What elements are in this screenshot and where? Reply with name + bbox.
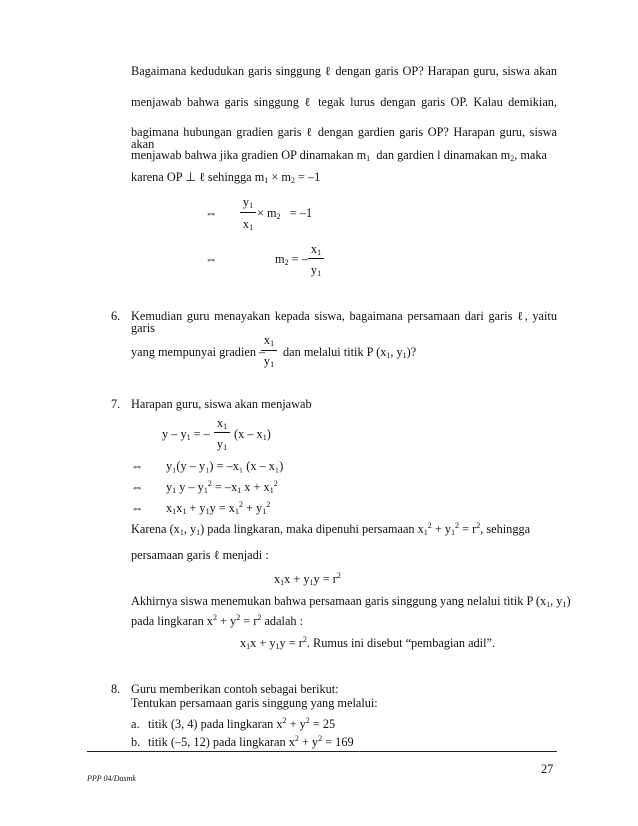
fraction-denominator: $y_1$ [263, 354, 275, 369]
item7-eq4: $x_1x_1 + y_1y = x_1^2 + y_1^2$ [166, 500, 271, 516]
item7-akhirnya-line: Akhirnya siswa menemukan bahwa persamaan garis singgung yang nelalui titik P ($x_1$, $y_1$) [131, 594, 571, 609]
fraction-bar [214, 432, 230, 433]
fraction-numerator: $x_1$ [310, 242, 322, 257]
para1-line2: menjawab bahwa garis singgung ℓ tegak lurus dengan garis OP. Kalau demikian, [131, 95, 557, 109]
eq2-lhs: $m_2$ = – [275, 252, 308, 267]
iff-symbol: ⇔ [131, 480, 144, 494]
item7-persamaan-line: persamaan garis ℓ menjadi : [131, 548, 269, 562]
fraction-bar [308, 258, 324, 259]
item8-b-label: b. [131, 735, 141, 749]
item7-karena-line: Karena ($x_1$, $y_1$) pada lingkaran, maka dipenuhi persamaan $x_1^2 + y_1^2 = r^2$, sehingga [131, 521, 531, 537]
item6-line1: Kemudian guru menayakan kepada siswa, bagaimana persamaan dari garis ℓ, yaitu garis [131, 309, 557, 336]
iff-symbol: ⇔ [205, 206, 218, 220]
item8-number: 8. [111, 682, 121, 696]
footer-rule [87, 751, 557, 752]
item6-number: 6. [111, 309, 121, 323]
item7-eq1-rhs: $(x - x_1)$ [234, 427, 271, 442]
para1-line1: Bagaimana kedudukan garis singgung ℓ dengan garis OP? Harapan guru, siswa akan [131, 64, 557, 78]
fraction-bar [240, 212, 256, 213]
fraction-denominator: $x_1$ [242, 217, 254, 232]
item7-result: $x_1x + y_1y = r^2$ [274, 571, 341, 587]
fraction-numerator: $y_1$ [242, 195, 254, 210]
item6-line2-end: dan melalui titik P ($x_1$, $y_1$)? [283, 345, 417, 360]
fraction-bar [261, 350, 277, 351]
iff-symbol: ⇔ [131, 501, 144, 515]
para1-line4: menjawab bahwa jika gradien OP dinamakan $m_1$ dan gardien l dinamakan $m_2$, maka [131, 148, 547, 163]
fraction-denominator: $y_1$ [310, 263, 322, 278]
item7-eq1-lhs: y – $y_1$ = – [162, 427, 210, 442]
iff-symbol: ⇔ [205, 252, 218, 266]
item6-line2-start: yang mempunyai gradien – [131, 345, 266, 359]
item8-b-text: titik (–5, 12) pada lingkaran $x^2 + y^2 = 169$ [148, 734, 354, 749]
item7-formula-line: $x_1x + y_1y = r^2$. Rumus ini disebut “pembagian adil”. [240, 635, 496, 651]
item8-a-text: titik (3, 4) pada lingkaran $x^2 + y^2 = 25$ [148, 716, 336, 731]
footer-code: PPP 04/Dasmk [87, 774, 136, 783]
item8-line1: Guru memberikan contoh sebagai berikut: [131, 682, 339, 696]
item8-line2: Tentukan persamaan garis singgung yang melalui: [131, 696, 378, 710]
item7-eq3: $y_1$ $y - y_1^2 = -x_1$ $x + x_1^2$ [166, 479, 278, 495]
para1-line3: bagimana hubungan gradien garis ℓ dengan gardien garis OP? Harapan guru, siswa akan [131, 125, 557, 152]
fraction-numerator: $x_1$ [263, 333, 275, 348]
page-number: 27 [541, 762, 554, 776]
item7-lingkaran-line: pada lingkaran $x^2 + y^2 = r^2$ adalah : [131, 613, 304, 628]
iff-symbol: ⇔ [131, 459, 144, 473]
eq1-rest: × $m_2$ = –1 [257, 206, 313, 221]
item7-number: 7. [111, 397, 121, 411]
para1-line5: karena OP ⊥ ℓ sehingga $m_1 \times m_2 = -1$ [131, 170, 321, 185]
item7-line1: Harapan guru, siswa akan menjawab [131, 397, 312, 411]
item8-a-label: a. [131, 717, 140, 731]
fraction-denominator: $y_1$ [216, 437, 228, 452]
item7-eq2: y₁(y – y₁) = –x₁ (x – x₁) [166, 459, 284, 473]
fraction-numerator: $x_1$ [216, 416, 228, 431]
